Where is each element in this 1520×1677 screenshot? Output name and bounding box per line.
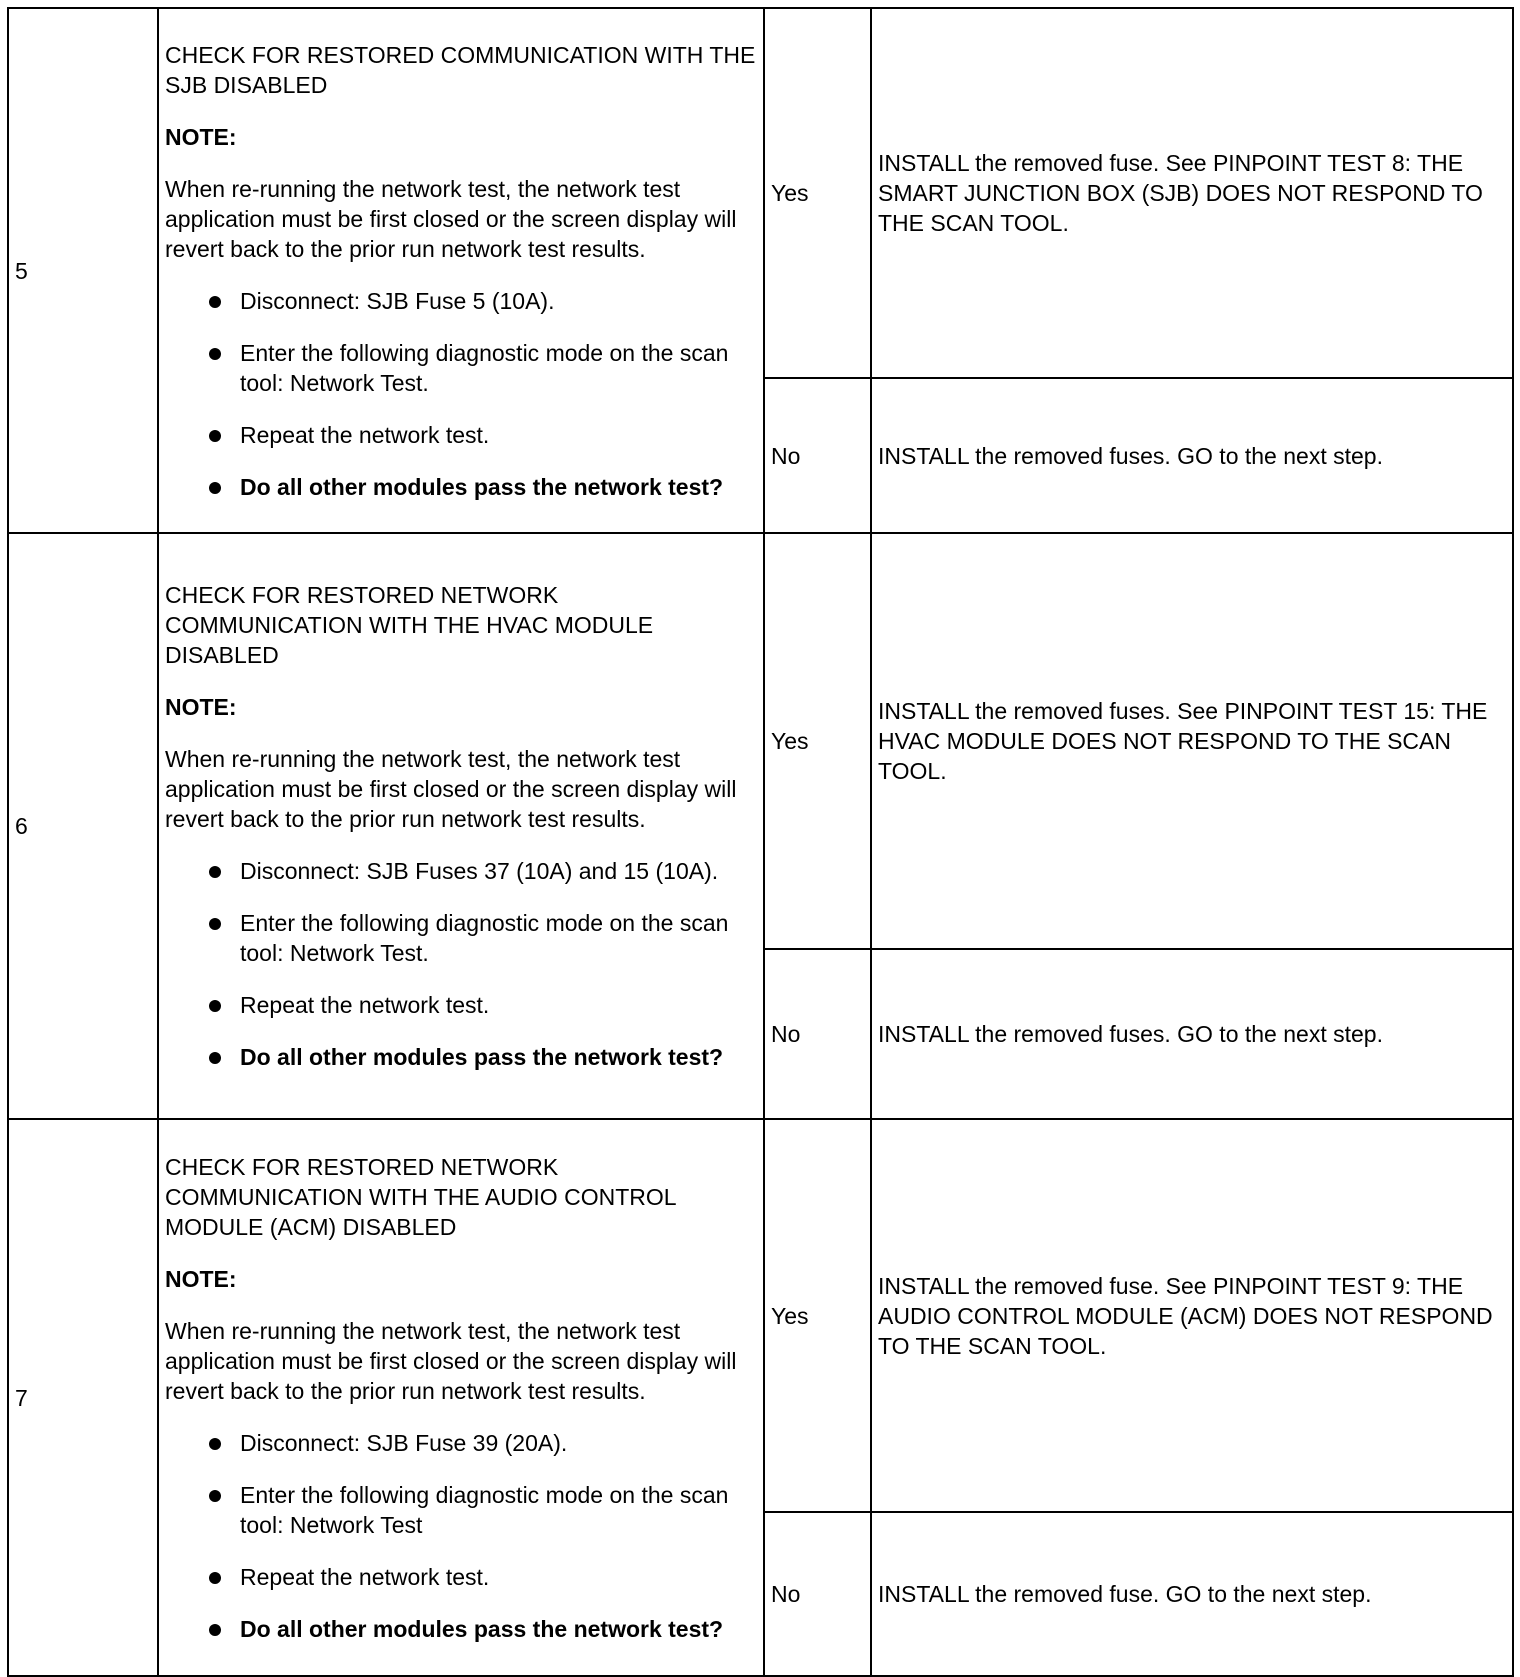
step-row-yes	[8, 1119, 1513, 1512]
result-no: INSTALL the removed fuses. GO to the next step.	[871, 378, 1513, 533]
note-text: When re-running the network test, the network test application must be first closed or the screen display will revert back to the prior run network test results.	[165, 1317, 737, 1404]
step-title: CHECK FOR RESTORED COMMUNICATION WITH THE SJB DISABLED	[165, 41, 756, 98]
step-action-cell	[158, 533, 764, 1119]
note-label: NOTE:	[165, 694, 237, 720]
step-number: 5	[8, 8, 158, 533]
instruction-item: Repeat the network test.	[240, 1562, 757, 1592]
result-yes: INSTALL the removed fuses. See PINPOINT TEST 15: THE HVAC MODULE DOES NOT RESPOND TO THE SCAN TOOL.	[871, 533, 1513, 949]
step-row-yes	[8, 8, 1513, 378]
step-question: Do all other modules pass the network test?	[240, 472, 757, 502]
instruction-item: Repeat the network test.	[240, 990, 757, 1020]
step-title: CHECK FOR RESTORED NETWORK COMMUNICATION WITH THE HVAC MODULE DISABLED	[165, 582, 654, 668]
answer-no: No	[764, 378, 871, 533]
instruction-item: Enter the following diagnostic mode on the scan tool: Network Test.	[240, 908, 757, 968]
note-label: NOTE:	[165, 1265, 237, 1292]
diagnostic-steps-table	[7, 7, 1514, 1677]
answer-yes: Yes	[764, 1119, 871, 1512]
step-action-cell	[158, 8, 764, 533]
instruction-item: Disconnect: SJB Fuse 39 (20A).	[240, 1428, 757, 1458]
step-question: Do all other modules pass the network test?	[240, 1614, 757, 1644]
step-instructions	[165, 1428, 757, 1644]
instruction-item: Disconnect: SJB Fuses 37 (10A) and 15 (10A).	[240, 856, 757, 886]
step-instructions	[165, 286, 757, 502]
step-action-cell	[158, 1119, 764, 1676]
step-question: Do all other modules pass the network test?	[240, 1042, 757, 1072]
instruction-item: Repeat the network test.	[240, 420, 757, 450]
step-title: CHECK FOR RESTORED NETWORK COMMUNICATION WITH THE AUDIO CONTROL MODULE (ACM) DISABLED	[165, 1153, 676, 1240]
note-label: NOTE:	[165, 123, 237, 150]
instruction-item: Enter the following diagnostic mode on the scan tool: Network Test	[240, 1480, 757, 1540]
result-no: INSTALL the removed fuse. GO to the next step.	[871, 1512, 1513, 1676]
step-row-yes	[8, 533, 1513, 949]
note-text: When re-running the network test, the network test application must be first closed or the screen display will revert back to the prior run network test results.	[165, 746, 737, 832]
step-instructions	[165, 856, 757, 1072]
step-number: 6	[8, 533, 158, 1119]
answer-yes: Yes	[764, 533, 871, 949]
result-no: INSTALL the removed fuses. GO to the next step.	[871, 949, 1513, 1119]
answer-yes: Yes	[764, 8, 871, 378]
instruction-item: Enter the following diagnostic mode on the scan tool: Network Test.	[240, 338, 757, 398]
result-yes: INSTALL the removed fuse. See PINPOINT TEST 9: THE AUDIO CONTROL MODULE (ACM) DOES NOT RESPOND TO THE SCAN TOOL.	[871, 1119, 1513, 1512]
answer-no: No	[764, 949, 871, 1119]
note-text: When re-running the network test, the network test application must be first closed or the screen display will revert back to the prior run network test results.	[165, 175, 737, 262]
step-number: 7	[8, 1119, 158, 1676]
result-yes: INSTALL the removed fuse. See PINPOINT TEST 8: THE SMART JUNCTION BOX (SJB) DOES NOT RESPOND TO THE SCAN TOOL.	[871, 8, 1513, 378]
answer-no: No	[764, 1512, 871, 1676]
instruction-item: Disconnect: SJB Fuse 5 (10A).	[240, 286, 757, 316]
